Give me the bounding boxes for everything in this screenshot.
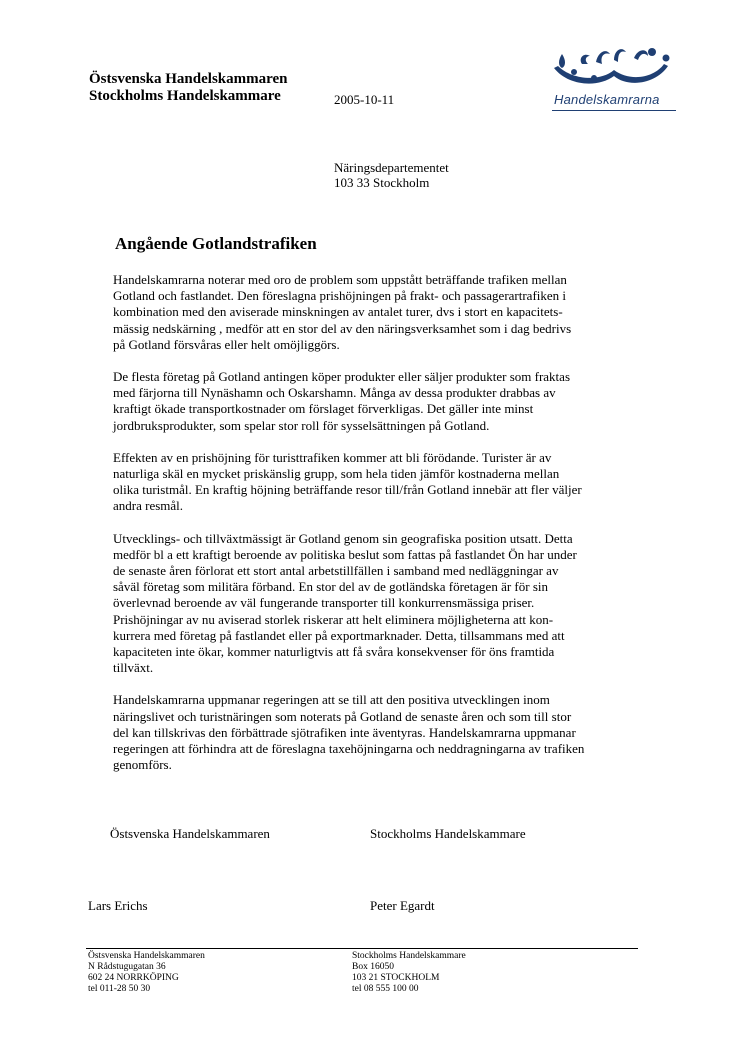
- signature-org-1: Östsvenska Handelskammaren: [110, 826, 270, 841]
- footer-address-right: [352, 951, 466, 995]
- footer-line: Stockholms Handelskammare: [352, 951, 466, 961]
- letter-body: [113, 272, 663, 789]
- letter-date: 2005-10-11: [334, 92, 395, 107]
- body-paragraph: Effekten av en prishöjning för turisttrafiken kommer att bli förödande. Turister är av naturliga skäl en mycket priskänslig grupp, som hela tiden jämför kostnaderna mellan olika turistmål. En kraftig höjning beträffande resor till/från Gotland innebär att fler väljer andra resmål.: [113, 449, 582, 514]
- handelskamrarna-logo: [548, 44, 678, 114]
- crown-icon: [548, 44, 678, 92]
- recipient-address: 103 33 Stockholm: [334, 175, 430, 190]
- footer-line: tel 011-28 50 30: [88, 984, 151, 994]
- body-paragraph: Handelskamrarna uppmanar regeringen att se till att den positiva utvecklingen inom näringslivet och turistnäringen som noterats på Gotland de senaste åren och som till stor del kan tillskrivas den förbättrade sjötrafiken inte äventyras. Handelskamrarna uppmanar regeringen att förhindra att de föreslagna taxehöjningarna och neddragningarna av trafiken genomförs.: [113, 692, 585, 773]
- recipient-name: Näringsdepartementet: [334, 160, 449, 175]
- logo-underline: [552, 110, 676, 111]
- footer-line: tel 08 555 100 00: [352, 984, 419, 994]
- sender-name-2: Stockholms Handelskammare: [89, 88, 281, 104]
- footer-line: N Rådstugugatan 36: [88, 962, 166, 972]
- letter-title: Angående Gotlandstrafiken: [115, 234, 317, 253]
- signature-org-2: Stockholms Handelskammare: [370, 826, 526, 841]
- logo-wordmark: Handelskamrarna: [554, 92, 660, 107]
- footer-line: 103 21 STOCKHOLM: [352, 973, 440, 983]
- signature-name-1: Lars Erichs: [88, 898, 148, 913]
- sender-block: [89, 71, 288, 105]
- footer-address-left: [88, 951, 205, 995]
- footer-line: Östsvenska Handelskammaren: [88, 951, 205, 961]
- recipient-block: [334, 160, 449, 190]
- sender-name-1: Östsvenska Handelskammaren: [89, 71, 288, 87]
- footer-divider: [86, 948, 638, 949]
- signature-name-2: Peter Egardt: [370, 898, 435, 913]
- body-paragraph: Utvecklings- och tillväxtmässigt är Gotland genom sin geografiska position utsatt. Detta medför bl a ett kraftigt beroende av politiska beslut som fattas på fastlandet Ön har under de senaste åren förlorat ett stort antal arbetstillfällen i samband med nedläggningar av såväl företag som militära förband. En stor del av de gotländska företagen är för sin överlevnad beroende av väl fungerande transporter till konkurrensmässiga priser. Prishöjningar av nu aviserad storlek riskerar att helt eliminera möjligheterna att kon- kurrera med företag på fastlandet eller på exportmarknader. Detta, tillsammans med att kapaciteten inte ökar, kommer naturligtvis att få svåra konsekvenser för öns framtida tillväxt.: [113, 530, 577, 676]
- footer-line: Box 16050: [352, 962, 394, 972]
- footer-line: 602 24 NORRKÖPING: [88, 973, 179, 983]
- body-paragraph: Handelskamrarna noterar med oro de problem som uppstått beträffande trafiken mellan Gotland och fastlandet. Den föreslagna prishöjningen på frakt- och passagerartrafiken i kombination med den aviserade minskningen av antalet turer, dvs i stort en kapacitets- mässig nedskärning , medför att en stor del av den näringsverksamhet som i dag bedrivs på Gotland försvåras eller helt omöjliggörs.: [113, 272, 572, 352]
- body-paragraph: De flesta företag på Gotland antingen köper produkter eller säljer produkter som fraktas med färjorna till Nynäshamn och Oskarshamn. Många av dessa produkter drabbas av kraftigt ökade transportkostnader om förslaget förverkligas. Det gäller inte minst jordbruksprodukter, som spelar stor roll för sysselsättningen på Gotland.: [113, 369, 570, 433]
